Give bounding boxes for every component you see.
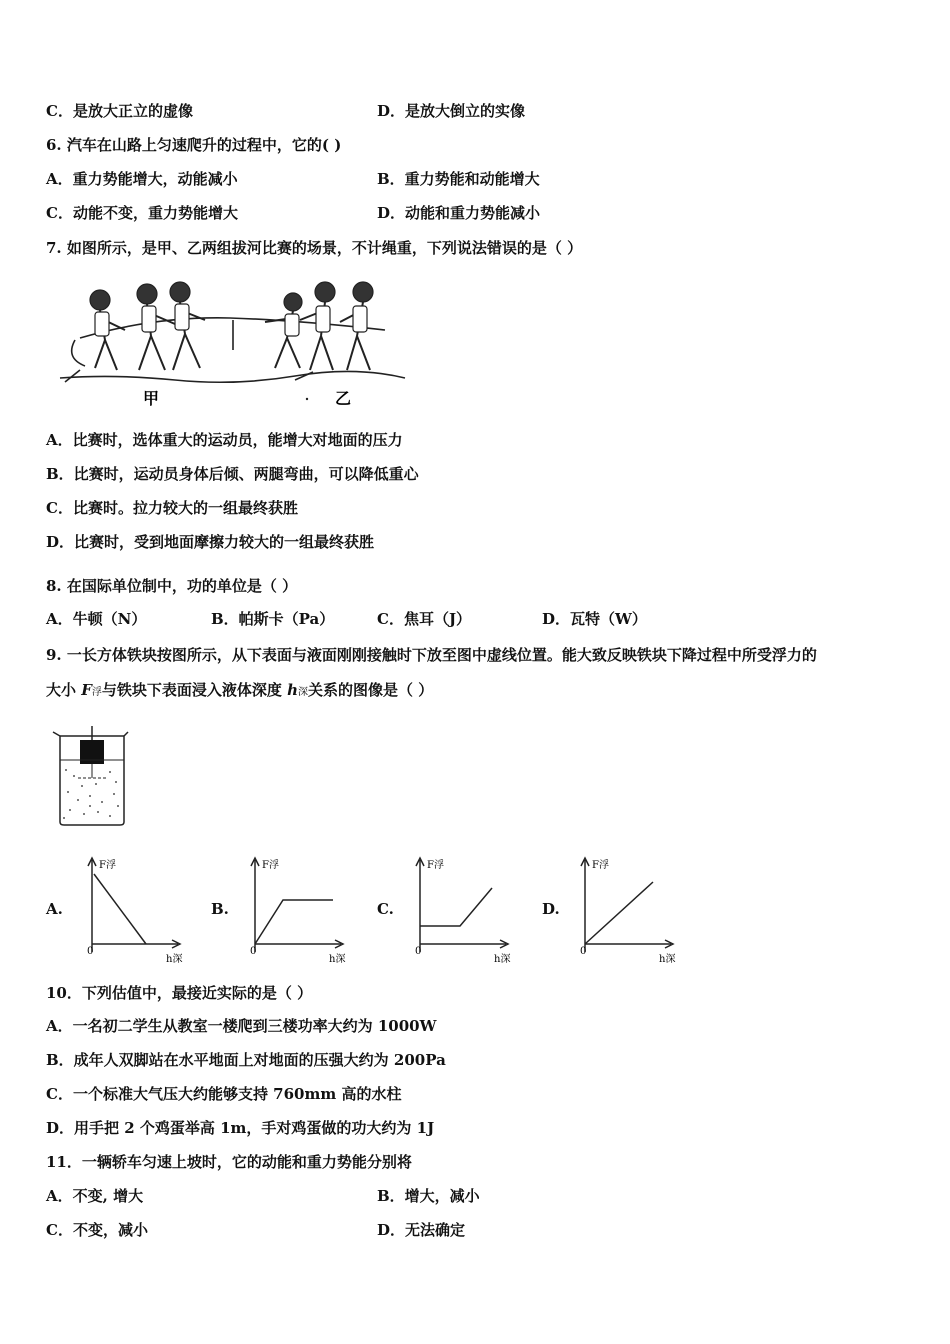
graph-d-origin: 0: [580, 946, 587, 957]
q11-option-b: B．增大，减小: [377, 1187, 480, 1205]
question-6: 6. 汽车在山路上匀速爬升的过程中，它的( ): [46, 136, 342, 154]
q9-text-b: 与铁块下表面浸入液体深度: [101, 681, 288, 699]
graph-c-origin: 0: [415, 946, 422, 957]
option-d-prev: D．是放大倒立的实像: [377, 102, 526, 120]
q6-option-c: C．动能不变，重力势能增大: [46, 204, 238, 222]
q6-option-a: A．重力势能增大，动能减小: [46, 170, 238, 188]
graph-label-a: A.: [46, 900, 63, 918]
question-7: 7. 如图所示，是甲、乙两组拔河比赛的场景，不计绳重，下列说法错误的是（ ）: [46, 239, 583, 257]
q10-option-b: B．成年人双脚站在水平地面上对地面的压强大约为 200Pa: [46, 1051, 446, 1069]
q7-option-d: D．比赛时，受到地面摩擦力较大的一组最终获胜: [46, 533, 375, 551]
graph-label-b: B.: [211, 900, 229, 918]
graph-d-x-label: h深: [659, 954, 676, 965]
graph-b: [245, 852, 350, 967]
graph-d: [575, 852, 680, 967]
q8-option-d: D．瓦特（W）: [542, 610, 647, 628]
graph-a-y-label: F浮: [99, 860, 116, 871]
question-11: 11．一辆轿车匀速上坡时，它的动能和重力势能分别将: [46, 1153, 412, 1171]
q10-option-d: D．用手把 2 个鸡蛋举高 1m，手对鸡蛋做的功大约为 1J: [46, 1119, 435, 1137]
q9-symbol-h: h: [287, 681, 299, 699]
q10-option-a: A．一名初二学生从教室一楼爬到三楼功率大约为 1000W: [46, 1017, 437, 1035]
question-9-line1: 9. 一长方体铁块按图所示，从下表面与液面刚刚接触时下放至图中虚线位置。能大致反映铁块下降过程中所受浮力的: [46, 646, 817, 664]
question-10: 10．下列估值中，最接近实际的是（ ）: [46, 984, 313, 1002]
label-jia: 甲: [143, 389, 160, 408]
tug-of-war-figure: [55, 278, 410, 413]
q8-option-a: A．牛顿（N）: [46, 610, 147, 628]
q9-text-a: 大小: [46, 681, 82, 699]
label-yi: 乙: [335, 389, 352, 408]
beaker-figure: [50, 726, 132, 828]
graph-a: [82, 852, 187, 967]
q9-sub-fu: 浮: [91, 687, 102, 698]
q9-sub-shen: 深: [298, 687, 309, 698]
graph-c-x-label: h深: [494, 954, 511, 965]
q7-option-a: A．比赛时，选体重大的运动员，能增大对地面的压力: [46, 431, 403, 449]
graph-a-x-label: h深: [166, 954, 183, 965]
graph-c: [410, 852, 515, 967]
q10-option-c: C．一个标准大气压大约能够支持 760mm 高的水柱: [46, 1085, 402, 1103]
graph-b-y-label: F浮: [262, 860, 279, 871]
graph-label-d: D.: [542, 900, 560, 918]
q8-option-c: C．焦耳（J）: [377, 610, 472, 628]
q9-symbol-f: F: [81, 681, 92, 699]
question-8: 8. 在国际单位制中，功的单位是（ ）: [46, 577, 298, 595]
q7-option-b: B．比赛时，运动员身体后倾、两腿弯曲，可以降低重心: [46, 465, 419, 483]
graph-a-origin: 0: [87, 946, 94, 957]
graph-c-y-label: F浮: [427, 860, 444, 871]
question-9-line2: [46, 680, 433, 703]
q6-option-d: D．动能和重力势能减小: [377, 204, 541, 222]
q6-option-b: B．重力势能和动能增大: [377, 170, 540, 188]
graph-label-c: C.: [377, 900, 394, 918]
q11-option-c: C．不变，减小: [46, 1221, 148, 1239]
graph-b-x-label: h深: [329, 954, 346, 965]
option-c-prev: C．是放大正立的虚像: [46, 102, 193, 120]
q8-option-b: B．帕斯卡（Pa）: [211, 610, 335, 628]
q11-option-a: A．不变, 增大: [46, 1187, 144, 1205]
graph-d-y-label: F浮: [592, 860, 609, 871]
graph-b-origin: 0: [250, 946, 257, 957]
q7-option-c: C．比赛时。拉力较大的一组最终获胜: [46, 499, 298, 517]
q11-option-d: D．无法确定: [377, 1221, 466, 1239]
q9-text-c: 关系的图像是（ ）: [308, 681, 434, 699]
